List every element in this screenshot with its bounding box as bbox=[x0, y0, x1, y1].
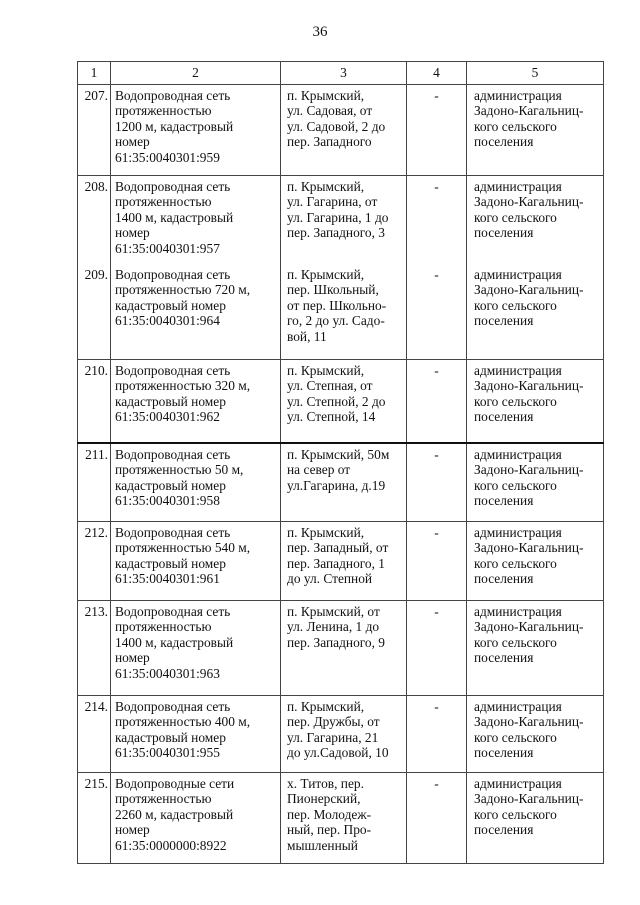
row-number: 208. bbox=[78, 176, 111, 265]
object-address-line: п. Крымский, bbox=[287, 363, 365, 378]
object-name-line: кадастровый номер bbox=[115, 297, 226, 313]
object-address bbox=[281, 360, 407, 444]
owner-name bbox=[467, 85, 604, 176]
table-row bbox=[78, 264, 604, 360]
object-address-line: вой, 11 bbox=[287, 328, 327, 344]
object-name-line: кадастровый номер bbox=[115, 729, 226, 745]
object-address-line: х. Титов, пер. bbox=[287, 776, 364, 791]
object-name-line: Водопроводная сеть bbox=[115, 267, 231, 282]
object-name bbox=[111, 360, 281, 444]
object-name-line: Водопроводная сеть bbox=[115, 525, 231, 540]
owner-name-line: Задоно-Кагальниц- bbox=[474, 791, 584, 807]
object-name-line: номер bbox=[115, 822, 150, 838]
owner-name-line: администрация bbox=[474, 604, 562, 619]
object-address-line: пер. Западного, 1 bbox=[287, 555, 386, 571]
object-address-line: ул.Гагарина, д.19 bbox=[287, 477, 386, 493]
page-number: 36 bbox=[312, 24, 328, 40]
object-name bbox=[111, 696, 281, 773]
object-name bbox=[111, 522, 281, 601]
owner-name-line: администрация bbox=[474, 699, 562, 714]
column-4-value: - bbox=[407, 773, 467, 864]
object-name-line: 1400 м, кадастровый bbox=[115, 634, 234, 650]
owner-name-line: кого сельского bbox=[474, 729, 557, 745]
table-row bbox=[78, 522, 604, 601]
owner-name bbox=[467, 696, 604, 773]
object-address-line: ул. Степная, от bbox=[287, 378, 373, 394]
object-address-line: п. Крымский, bbox=[287, 525, 365, 540]
table-row bbox=[78, 360, 604, 444]
object-address-line: ный, пер. Про- bbox=[287, 822, 372, 838]
object-address-line: от пер. Школьно- bbox=[287, 297, 387, 313]
object-name-line: 61:35:0040301:964 bbox=[115, 313, 220, 329]
object-address bbox=[281, 601, 407, 696]
owner-name bbox=[467, 176, 604, 265]
object-address-line: до ул.Садовой, 10 bbox=[287, 745, 389, 761]
object-address-line: ул. Гагарина, от bbox=[287, 194, 378, 210]
object-address-line: ул. Гагарина, 21 bbox=[287, 729, 379, 745]
object-name-line: 61:35:0040301:962 bbox=[115, 409, 220, 425]
object-address bbox=[281, 522, 407, 601]
owner-name-line: администрация bbox=[474, 363, 562, 378]
header-col-5: 5 bbox=[467, 62, 604, 85]
owner-name bbox=[467, 443, 604, 522]
object-address-line: го, 2 до ул. Садо- bbox=[287, 313, 385, 329]
column-4-value: - bbox=[407, 696, 467, 773]
object-name-line: номер bbox=[115, 650, 150, 666]
owner-name-line: Задоно-Кагальниц- bbox=[474, 540, 584, 556]
column-4-value: - bbox=[407, 601, 467, 696]
object-name-line: Водопроводная сеть bbox=[115, 447, 231, 462]
table-row bbox=[78, 176, 604, 265]
object-address bbox=[281, 696, 407, 773]
header-col-2: 2 bbox=[111, 62, 281, 85]
owner-name-line: Задоно-Кагальниц- bbox=[474, 103, 584, 119]
owner-name-line: Задоно-Кагальниц- bbox=[474, 194, 584, 210]
object-name-line: номер bbox=[115, 134, 150, 150]
table-row bbox=[78, 696, 604, 773]
object-address-line: пер. Западный, от bbox=[287, 540, 389, 556]
object-name-line: номер bbox=[115, 225, 150, 241]
object-address bbox=[281, 264, 407, 360]
object-name-line: 61:35:0040301:959 bbox=[115, 149, 220, 165]
owner-name-line: поселения bbox=[474, 134, 534, 150]
owner-name-line: поселения bbox=[474, 571, 534, 587]
table-row bbox=[78, 773, 604, 864]
object-address-line: пер. Дружбы, от bbox=[287, 714, 380, 730]
table-row bbox=[78, 601, 604, 696]
object-address-line: ул. Степной, 2 до bbox=[287, 393, 386, 409]
owner-name-line: кого сельского bbox=[474, 118, 557, 134]
owner-name-line: Задоно-Кагальниц- bbox=[474, 714, 584, 730]
owner-name-line: администрация bbox=[474, 88, 562, 103]
object-name-line: Водопроводная сеть bbox=[115, 88, 231, 103]
row-number: 211. bbox=[78, 443, 111, 522]
owner-name bbox=[467, 522, 604, 601]
row-number: 215. bbox=[78, 773, 111, 864]
owner-name-line: кого сельского bbox=[474, 297, 557, 313]
object-name-line: протяженностью 400 м, bbox=[115, 714, 251, 730]
owner-name-line: кого сельского bbox=[474, 634, 557, 650]
object-name-line: протяженностью 720 м, bbox=[115, 282, 251, 298]
object-address-line: п. Крымский, 50м bbox=[287, 447, 390, 462]
object-address bbox=[281, 176, 407, 265]
object-name bbox=[111, 85, 281, 176]
owner-name-line: кого сельского bbox=[474, 806, 557, 822]
owner-name-line: кого сельского bbox=[474, 209, 557, 225]
owner-name-line: кого сельского bbox=[474, 393, 557, 409]
table-row bbox=[78, 443, 604, 522]
owner-name-line: Задоно-Кагальниц- bbox=[474, 282, 584, 298]
column-4-value: - bbox=[407, 443, 467, 522]
object-address-line: ул. Садовая, от bbox=[287, 103, 373, 119]
row-number: 214. bbox=[78, 696, 111, 773]
row-number: 212. bbox=[78, 522, 111, 601]
owner-name-line: администрация bbox=[474, 179, 562, 194]
object-address-line: Пионерский, bbox=[287, 791, 361, 807]
object-name-line: Водопроводная сеть bbox=[115, 604, 231, 619]
owner-name-line: поселения bbox=[474, 650, 534, 666]
object-name bbox=[111, 176, 281, 265]
owner-name bbox=[467, 601, 604, 696]
owner-name bbox=[467, 264, 604, 360]
object-address-line: пер. Западного, 3 bbox=[287, 225, 386, 241]
object-name-line: Водопроводная сеть bbox=[115, 699, 231, 714]
object-name-line: 61:35:0040301:963 bbox=[115, 665, 220, 681]
header-row bbox=[78, 62, 604, 85]
object-name-line: Водопроводная сеть bbox=[115, 363, 231, 378]
owner-name-line: администрация bbox=[474, 525, 562, 540]
property-table bbox=[77, 61, 604, 864]
object-address-line: ул. Садовой, 2 до bbox=[287, 118, 386, 134]
object-address-line: пер. Школьный, bbox=[287, 282, 379, 298]
owner-name-line: администрация bbox=[474, 267, 562, 282]
object-address-line: п. Крымский, bbox=[287, 699, 365, 714]
column-4-value: - bbox=[407, 85, 467, 176]
object-name-line: протяженностью bbox=[115, 619, 212, 635]
header-col-4: 4 bbox=[407, 62, 467, 85]
object-name-line: протяженностью 320 м, bbox=[115, 378, 251, 394]
object-name bbox=[111, 773, 281, 864]
owner-name-line: администрация bbox=[474, 447, 562, 462]
object-address-line: пер. Молодеж- bbox=[287, 806, 372, 822]
owner-name-line: поселения bbox=[474, 493, 534, 509]
object-name-line: протяженностью 540 м, bbox=[115, 540, 251, 556]
object-name-line: кадастровый номер bbox=[115, 393, 226, 409]
owner-name-line: поселения bbox=[474, 409, 534, 425]
header-col-1: 1 bbox=[78, 62, 111, 85]
object-name-line: кадастровый номер bbox=[115, 555, 226, 571]
owner-name-line: кого сельского bbox=[474, 477, 557, 493]
object-name-line: кадастровый номер bbox=[115, 477, 226, 493]
object-name-line: протяженностью bbox=[115, 791, 212, 807]
object-name-line: протяженностью 50 м, bbox=[115, 462, 244, 478]
row-number: 210. bbox=[78, 360, 111, 444]
owner-name bbox=[467, 360, 604, 444]
object-address bbox=[281, 85, 407, 176]
object-address-line: п. Крымский, bbox=[287, 267, 365, 282]
object-name-line: 61:35:0000000:8922 bbox=[115, 837, 227, 853]
object-name bbox=[111, 264, 281, 360]
object-name-line: 61:35:0040301:955 bbox=[115, 745, 220, 761]
object-name-line: 61:35:0040301:957 bbox=[115, 240, 220, 256]
table-row bbox=[78, 85, 604, 176]
owner-name-line: поселения bbox=[474, 313, 534, 329]
object-address bbox=[281, 773, 407, 864]
owner-name-line: поселения bbox=[474, 822, 534, 838]
object-name-line: протяженностью bbox=[115, 194, 212, 210]
object-address-line: пер. Западного, 9 bbox=[287, 634, 386, 650]
object-name bbox=[111, 443, 281, 522]
owner-name-line: Задоно-Кагальниц- bbox=[474, 378, 584, 394]
owner-name-line: поселения bbox=[474, 745, 534, 761]
row-number: 209. bbox=[78, 264, 111, 360]
owner-name-line: поселения bbox=[474, 225, 534, 241]
object-address-line: ул. Ленина, 1 до bbox=[287, 619, 380, 635]
row-number: 213. bbox=[78, 601, 111, 696]
object-address-line: до ул. Степной bbox=[287, 571, 373, 587]
object-name-line: протяженностью bbox=[115, 103, 212, 119]
object-name-line: 1400 м, кадастровый bbox=[115, 209, 234, 225]
object-address-line: п. Крымский, от bbox=[287, 604, 380, 619]
header-col-3: 3 bbox=[281, 62, 407, 85]
object-address-line: п. Крымский, bbox=[287, 179, 365, 194]
object-name-line: 61:35:0040301:961 bbox=[115, 571, 220, 587]
object-name-line: Водопроводная сеть bbox=[115, 179, 231, 194]
column-4-value: - bbox=[407, 176, 467, 265]
object-name bbox=[111, 601, 281, 696]
column-4-value: - bbox=[407, 360, 467, 444]
object-address-line: мышленный bbox=[287, 837, 358, 853]
object-name-line: 2260 м, кадастровый bbox=[115, 806, 234, 822]
object-address-line: п. Крымский, bbox=[287, 88, 365, 103]
owner-name-line: Задоно-Кагальниц- bbox=[474, 462, 584, 478]
object-address-line: ул. Гагарина, 1 до bbox=[287, 209, 389, 225]
row-number: 207. bbox=[78, 85, 111, 176]
column-4-value: - bbox=[407, 264, 467, 360]
owner-name-line: Задоно-Кагальниц- bbox=[474, 619, 584, 635]
object-address bbox=[281, 443, 407, 522]
owner-name bbox=[467, 773, 604, 864]
object-name-line: Водопроводные сети bbox=[115, 776, 235, 791]
object-address-line: пер. Западного bbox=[287, 134, 372, 150]
object-address-line: на север от bbox=[287, 462, 351, 478]
object-address-line: ул. Степной, 14 bbox=[287, 409, 376, 425]
column-4-value: - bbox=[407, 522, 467, 601]
object-name-line: 1200 м, кадастровый bbox=[115, 118, 234, 134]
owner-name-line: администрация bbox=[474, 776, 562, 791]
owner-name-line: кого сельского bbox=[474, 555, 557, 571]
object-name-line: 61:35:0040301:958 bbox=[115, 493, 220, 509]
